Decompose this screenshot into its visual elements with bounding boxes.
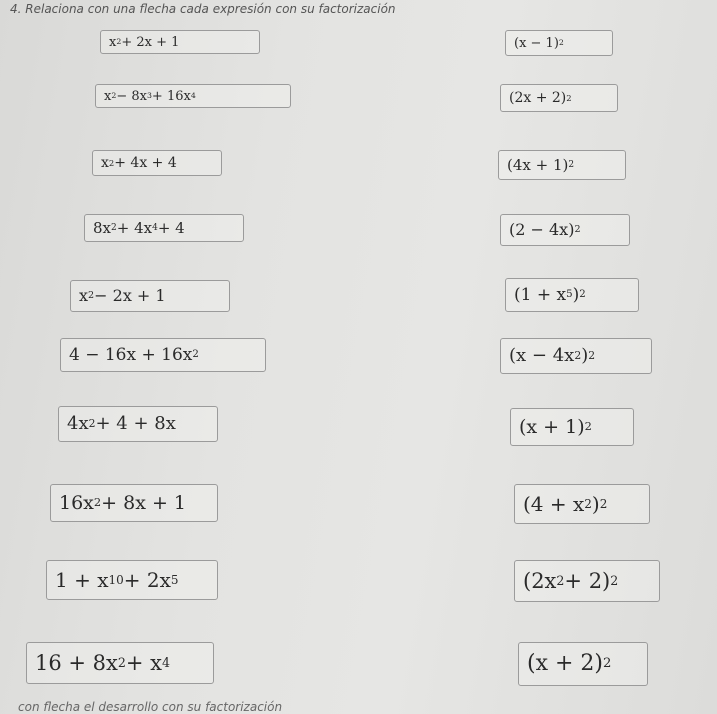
factorization-text: (2x [523, 568, 557, 593]
factorization-box-4[interactable] [500, 214, 630, 246]
exponent: 4 [162, 654, 171, 670]
exponent: 2 [568, 159, 575, 170]
factorization-text: (2x + 2) [509, 90, 567, 106]
exponent: 2 [574, 224, 581, 236]
expression-text: x [101, 155, 109, 171]
expression-box-5[interactable] [70, 280, 230, 312]
expression-text: 8x [93, 218, 112, 237]
exponent: 2 [556, 572, 565, 588]
expression-text: 1 + x [55, 568, 109, 592]
expression-box-6[interactable] [60, 338, 266, 372]
expression-box-3[interactable] [92, 150, 222, 176]
factorization-text: ) [581, 345, 589, 366]
factorization-box-7[interactable] [510, 408, 634, 446]
expression-box-8[interactable] [50, 484, 218, 522]
expression-box-4[interactable] [84, 214, 244, 242]
expression-box-7[interactable] [58, 406, 218, 442]
exponent: 2 [579, 288, 586, 300]
exponent: 2 [192, 348, 199, 360]
expression-text: + 4 [157, 218, 185, 237]
exponent: 2 [566, 92, 572, 103]
footer-text: con flecha el desarrollo con su factorización [18, 700, 283, 714]
expression-text: x [104, 88, 112, 104]
expression-text: 16x [59, 491, 94, 514]
expression-text: + 4 + 8x [95, 413, 176, 434]
expression-box-1[interactable] [100, 30, 260, 54]
factorization-text: (x + 2) [527, 651, 603, 676]
factorization-box-1[interactable] [505, 30, 613, 56]
exponent: 5 [170, 573, 179, 587]
factorization-text: (1 + x [514, 284, 567, 305]
factorization-text: + 2) [564, 568, 611, 593]
factorization-text: (x − 4x [509, 345, 575, 366]
expression-text: + 8x + 1 [101, 491, 187, 514]
expression-text: + 2x [123, 568, 171, 592]
expression-box-10[interactable] [26, 642, 214, 684]
expression-text: − 2x + 1 [94, 286, 166, 305]
exponent: 2 [588, 348, 596, 362]
exponent: 5 [566, 288, 573, 300]
factorization-box-5[interactable] [505, 278, 639, 312]
factorization-box-6[interactable] [500, 338, 652, 374]
exponent: 2 [93, 495, 102, 510]
exponent: 2 [584, 419, 592, 434]
expression-text: 16 + 8x [35, 650, 118, 675]
exponent: 2 [88, 290, 95, 302]
exponent: 4 [152, 222, 158, 233]
expression-text: − 8x [116, 88, 147, 104]
factorization-text: (4 + x [523, 492, 585, 516]
expression-text: + 4x [116, 218, 153, 237]
exponent: 10 [108, 573, 124, 587]
exponent: 2 [599, 497, 608, 511]
factorization-text: (x + 1) [519, 415, 585, 438]
expression-box-9[interactable] [46, 560, 218, 600]
exponent: 2 [558, 38, 564, 48]
exponent: 2 [88, 416, 96, 430]
exponent: 2 [117, 654, 126, 670]
exponent: 2 [116, 37, 122, 47]
factorization-box-2[interactable] [500, 84, 618, 112]
expression-text: 4 − 16x + 16x [69, 344, 193, 365]
expression-text: + 2x + 1 [121, 34, 180, 50]
expression-box-2[interactable] [95, 84, 291, 108]
exponent: 4 [190, 91, 196, 101]
expression-text: 4x [67, 413, 89, 434]
factorization-box-10[interactable] [518, 642, 648, 686]
factorization-box-8[interactable] [514, 484, 650, 524]
expression-text: x [79, 286, 89, 305]
factorization-text: (x − 1) [514, 35, 559, 51]
exponent: 2 [603, 656, 612, 672]
exercise-heading: 4. Relaciona con una flecha cada expresión con su factorización [10, 2, 396, 16]
factorization-text: (2 − 4x) [509, 220, 575, 239]
factorization-text: ) [572, 284, 580, 305]
factorization-box-3[interactable] [498, 150, 626, 180]
factorization-box-9[interactable] [514, 560, 660, 602]
exponent: 2 [108, 157, 115, 168]
exponent: 3 [146, 91, 152, 101]
exponent: 2 [610, 572, 619, 588]
exponent: 2 [584, 497, 592, 511]
factorization-text: (4x + 1) [507, 155, 569, 174]
expression-text: + x [125, 650, 163, 675]
expression-text: + 4x + 4 [114, 155, 177, 171]
factorization-text: ) [591, 492, 600, 516]
expression-text: x [109, 34, 117, 50]
exponent: 2 [574, 348, 582, 362]
exponent: 2 [111, 91, 117, 101]
expression-text: + 16x [151, 88, 191, 104]
exponent: 2 [111, 222, 117, 233]
